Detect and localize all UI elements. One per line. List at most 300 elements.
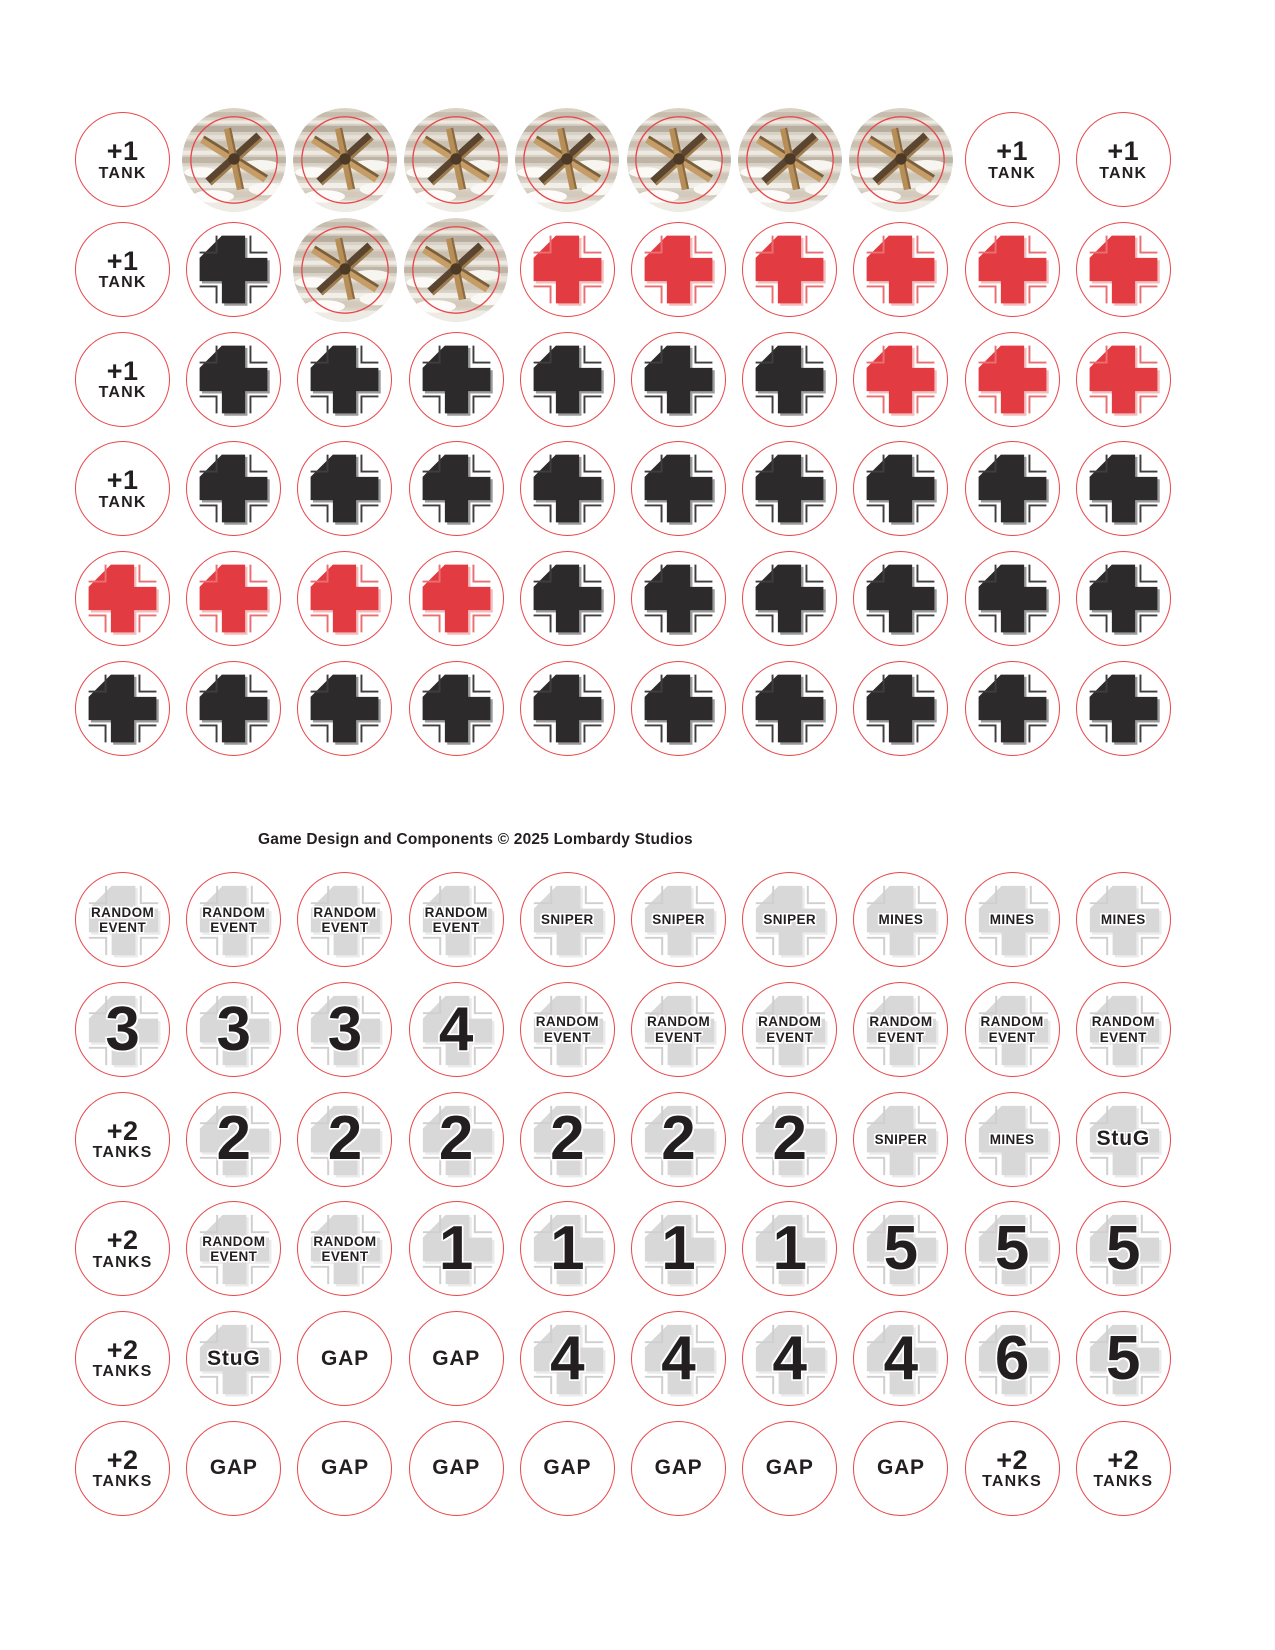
token-number-2	[631, 1092, 726, 1187]
token-cell	[178, 975, 289, 1085]
token-cell	[957, 215, 1068, 325]
token-cell	[845, 215, 956, 325]
token-cell	[67, 1304, 178, 1414]
red-cross-icon	[1077, 332, 1170, 427]
token-gap	[297, 1311, 392, 1406]
red-cross-icon	[187, 551, 280, 646]
token-cell	[734, 1413, 845, 1523]
black-cross-icon	[1077, 551, 1170, 646]
token-label: 3	[216, 994, 252, 1064]
token-label: +1 TANK	[1099, 136, 1148, 182]
hedgehog-photo	[515, 108, 619, 212]
token-red-cross	[853, 332, 948, 427]
token-number-1	[409, 1201, 504, 1296]
token-label: 1	[661, 1213, 696, 1283]
black-cross-icon	[966, 661, 1059, 756]
token-label: RANDOM EVENT	[535, 1014, 599, 1045]
token-label: 2	[327, 1104, 363, 1174]
token-number-2	[409, 1092, 504, 1187]
token-gap	[853, 1421, 948, 1516]
black-cross-icon	[632, 551, 725, 646]
token-cell	[623, 865, 734, 975]
token-label: GAP	[321, 1456, 369, 1480]
token-label: MINES	[989, 1131, 1035, 1147]
token-label: +1 TANK	[98, 136, 147, 182]
token-cell	[623, 975, 734, 1085]
token-label: +1 TANK	[98, 245, 147, 292]
token-tank-obstacle	[182, 108, 286, 212]
token-random-event	[853, 982, 948, 1077]
token-cell	[401, 1413, 512, 1523]
token-cell	[845, 1084, 956, 1194]
token-cell	[623, 653, 734, 763]
token-cell	[401, 1194, 512, 1304]
token-black-cross	[297, 332, 392, 427]
bottom-token-sheet	[67, 865, 1179, 1523]
token-number-4	[520, 1311, 615, 1406]
token-black-cross	[1076, 661, 1171, 756]
black-cross-icon	[632, 441, 725, 536]
black-cross-icon	[410, 661, 503, 756]
token-cell	[178, 434, 289, 544]
token-black-cross	[631, 332, 726, 427]
token-cell	[957, 1304, 1068, 1414]
token-cell	[1068, 653, 1179, 763]
token-cell	[623, 1084, 734, 1194]
token-stug	[186, 1311, 281, 1406]
red-cross-icon	[76, 551, 169, 646]
token-plus2-tanks	[1076, 1421, 1171, 1516]
token-cell	[401, 324, 512, 434]
token-number-1	[520, 1201, 615, 1296]
token-cell	[401, 975, 512, 1085]
token-cell	[67, 1413, 178, 1523]
token-label: RANDOM EVENT	[202, 1233, 266, 1264]
token-label: RANDOM EVENT	[91, 904, 155, 935]
hedgehog-photo	[293, 108, 397, 212]
token-label: 2	[772, 1104, 807, 1174]
black-cross-icon	[1077, 441, 1170, 536]
token-cell	[401, 434, 512, 544]
token-number-4	[409, 982, 504, 1077]
token-cell	[957, 105, 1068, 215]
red-cross-icon	[1077, 222, 1170, 317]
hedgehog-photo	[182, 108, 286, 212]
token-black-cross	[520, 441, 615, 536]
token-cell	[623, 1413, 734, 1523]
token-label: SNIPER	[874, 1131, 928, 1147]
token-black-cross	[186, 332, 281, 427]
token-label: 2	[438, 1104, 474, 1174]
token-label: +2 TANKS	[982, 1444, 1043, 1491]
token-label: 5	[1106, 1323, 1141, 1393]
token-label: 1	[772, 1213, 807, 1283]
token-label: 4	[772, 1323, 807, 1393]
black-cross-icon	[632, 661, 725, 756]
token-black-cross	[520, 332, 615, 427]
token-random-event	[520, 982, 615, 1077]
token-cell	[734, 1084, 845, 1194]
hedgehog-photo	[627, 108, 731, 212]
token-label: +1 TANK	[988, 136, 1037, 182]
token-black-cross	[965, 661, 1060, 756]
token-cell	[289, 544, 400, 654]
token-cell	[734, 1194, 845, 1304]
token-cell	[178, 1304, 289, 1414]
token-red-cross	[520, 222, 615, 317]
token-cell	[289, 324, 400, 434]
top-token-sheet	[67, 105, 1179, 763]
token-label: 5	[883, 1213, 919, 1283]
token-random-event	[1076, 982, 1171, 1077]
token-cell	[289, 215, 400, 325]
token-cell	[623, 434, 734, 544]
token-cell	[512, 434, 623, 544]
token-cell	[957, 324, 1068, 434]
black-cross-icon	[187, 222, 280, 317]
token-cell	[401, 1304, 512, 1414]
token-cell	[178, 653, 289, 763]
token-cell	[512, 1084, 623, 1194]
token-label: 2	[550, 1104, 585, 1174]
token-cell	[845, 1304, 956, 1414]
token-cell	[734, 653, 845, 763]
token-gap	[409, 1311, 504, 1406]
token-label: 2	[216, 1104, 252, 1174]
token-label: 4	[550, 1323, 585, 1393]
token-number-4	[853, 1311, 948, 1406]
token-cell	[401, 215, 512, 325]
token-plus1-tank	[75, 222, 170, 317]
token-cell	[289, 975, 400, 1085]
token-cell	[401, 544, 512, 654]
token-label: MINES	[878, 912, 924, 928]
token-random-event	[186, 1201, 281, 1296]
token-cell	[1068, 544, 1179, 654]
token-label: GAP	[654, 1456, 703, 1480]
red-cross-icon	[521, 222, 614, 317]
red-cross-icon	[410, 551, 503, 646]
token-label: GAP	[543, 1456, 592, 1480]
token-cell	[845, 1413, 956, 1523]
token-black-cross	[297, 441, 392, 536]
token-number-2	[742, 1092, 837, 1187]
token-black-cross	[742, 661, 837, 756]
token-mines	[965, 1092, 1060, 1187]
token-tank-obstacle	[515, 108, 619, 212]
token-cell	[289, 865, 400, 975]
token-cell	[957, 975, 1068, 1085]
token-cell	[1068, 105, 1179, 215]
token-label: 6	[994, 1323, 1030, 1393]
token-sniper	[520, 872, 615, 967]
token-black-cross	[853, 661, 948, 756]
token-cell	[845, 975, 956, 1085]
token-cell	[401, 865, 512, 975]
token-cell	[1068, 1413, 1179, 1523]
token-cell	[734, 434, 845, 544]
token-label: SNIPER	[763, 912, 817, 928]
token-black-cross	[409, 661, 504, 756]
token-label: +1 TANK	[98, 465, 147, 511]
black-cross-icon	[410, 441, 503, 536]
hedgehog-photo	[849, 108, 953, 212]
hedgehog-photo	[293, 218, 397, 322]
token-label: GAP	[432, 1346, 481, 1370]
token-cell	[178, 1413, 289, 1523]
token-label: MINES	[1100, 912, 1146, 928]
token-label: RANDOM EVENT	[980, 1014, 1044, 1045]
red-cross-icon	[632, 222, 725, 317]
token-black-cross	[853, 551, 948, 646]
token-tank-obstacle	[404, 218, 508, 322]
token-cell	[289, 1304, 400, 1414]
token-black-cross	[186, 441, 281, 536]
token-tank-obstacle	[293, 218, 397, 322]
token-cell	[1068, 434, 1179, 544]
token-label: 4	[438, 994, 474, 1064]
token-label: StuG	[207, 1346, 261, 1370]
token-number-4	[742, 1311, 837, 1406]
black-cross-icon	[854, 441, 947, 536]
black-cross-icon	[854, 661, 947, 756]
token-red-cross	[409, 551, 504, 646]
token-label: SNIPER	[652, 912, 705, 928]
token-cell	[289, 434, 400, 544]
token-random-event	[965, 982, 1060, 1077]
token-label: GAP	[432, 1456, 481, 1480]
token-cell	[734, 324, 845, 434]
token-label: +1 TANK	[98, 355, 147, 401]
token-random-event	[297, 1201, 392, 1296]
red-cross-icon	[966, 222, 1059, 317]
token-label: GAP	[209, 1456, 258, 1480]
token-cell	[734, 865, 845, 975]
token-mines	[1076, 872, 1171, 967]
token-black-cross	[631, 661, 726, 756]
token-cell	[1068, 865, 1179, 975]
token-cell	[734, 544, 845, 654]
token-cell	[957, 865, 1068, 975]
token-number-2	[297, 1092, 392, 1187]
black-cross-icon	[1077, 661, 1170, 756]
token-random-event	[75, 872, 170, 967]
token-number-3	[186, 982, 281, 1077]
token-cell	[178, 324, 289, 434]
token-label: RANDOM EVENT	[202, 904, 266, 935]
token-cell	[178, 215, 289, 325]
token-cell	[512, 1413, 623, 1523]
token-plus1-tank	[75, 112, 170, 207]
token-black-cross	[742, 551, 837, 646]
token-plus2-tanks	[75, 1421, 170, 1516]
token-cell	[289, 1194, 400, 1304]
token-cell	[512, 215, 623, 325]
token-black-cross	[1076, 441, 1171, 536]
black-cross-icon	[521, 441, 614, 536]
token-random-event	[409, 872, 504, 967]
token-cell	[845, 1194, 956, 1304]
token-cell	[67, 434, 178, 544]
token-red-cross	[965, 332, 1060, 427]
token-cell	[957, 434, 1068, 544]
token-cell	[1068, 1084, 1179, 1194]
token-cell	[845, 865, 956, 975]
token-black-cross	[965, 551, 1060, 646]
token-cell	[67, 1084, 178, 1194]
token-plus1-tank	[75, 441, 170, 536]
token-cell	[67, 215, 178, 325]
token-cell	[401, 1084, 512, 1194]
token-label: +2 TANKS	[92, 1335, 153, 1381]
black-cross-icon	[743, 551, 836, 646]
token-label: RANDOM EVENT	[869, 1014, 933, 1045]
token-label: +2 TANKS	[92, 1444, 153, 1491]
token-cell	[512, 544, 623, 654]
token-cell	[289, 653, 400, 763]
black-cross-icon	[187, 661, 280, 756]
token-cell	[845, 653, 956, 763]
token-cell	[512, 1304, 623, 1414]
token-black-cross	[186, 661, 281, 756]
red-cross-icon	[966, 332, 1059, 427]
token-sniper	[631, 872, 726, 967]
token-cell	[1068, 1304, 1179, 1414]
token-cell	[1068, 215, 1179, 325]
token-label: 2	[661, 1104, 696, 1174]
token-plus2-tanks	[75, 1201, 170, 1296]
token-plus2-tanks	[965, 1421, 1060, 1516]
token-cell	[623, 105, 734, 215]
token-label: GAP	[321, 1346, 369, 1370]
token-gap	[631, 1421, 726, 1516]
token-gap	[742, 1421, 837, 1516]
red-cross-icon	[854, 332, 947, 427]
token-cell	[623, 324, 734, 434]
token-cell	[1068, 324, 1179, 434]
token-plus1-tank	[75, 332, 170, 427]
token-cell	[178, 1084, 289, 1194]
token-number-2	[520, 1092, 615, 1187]
token-black-cross	[297, 661, 392, 756]
token-tank-obstacle	[738, 108, 842, 212]
token-label: RANDOM EVENT	[646, 1014, 711, 1045]
token-sniper	[742, 872, 837, 967]
token-label: RANDOM EVENT	[758, 1014, 822, 1045]
token-black-cross	[965, 441, 1060, 536]
token-black-cross	[742, 332, 837, 427]
token-cell	[957, 1194, 1068, 1304]
token-black-cross	[520, 661, 615, 756]
token-cell	[67, 105, 178, 215]
token-number-5	[1076, 1201, 1171, 1296]
credit-line: Game Design and Components © 2025 Lombardy Studios	[258, 831, 693, 848]
token-black-cross	[631, 441, 726, 536]
black-cross-icon	[410, 332, 503, 427]
black-cross-icon	[76, 661, 169, 756]
token-mines	[853, 872, 948, 967]
token-number-1	[742, 1201, 837, 1296]
token-cell	[401, 653, 512, 763]
token-number-3	[297, 982, 392, 1077]
token-label: RANDOM EVENT	[313, 904, 377, 935]
black-cross-icon	[632, 332, 725, 427]
token-label: RANDOM EVENT	[313, 1233, 377, 1264]
token-plus2-tanks	[75, 1092, 170, 1187]
token-cell	[512, 865, 623, 975]
token-label: SNIPER	[541, 912, 594, 928]
black-cross-icon	[298, 661, 391, 756]
token-label: +2 TANKS	[92, 1115, 153, 1161]
token-cell	[178, 105, 289, 215]
black-cross-icon	[743, 661, 836, 756]
token-red-cross	[1076, 332, 1171, 427]
token-number-6	[965, 1311, 1060, 1406]
token-red-cross	[965, 222, 1060, 317]
black-cross-icon	[966, 551, 1059, 646]
token-label: +2 TANKS	[1093, 1444, 1154, 1491]
black-cross-icon	[966, 441, 1059, 536]
red-cross-icon	[854, 222, 947, 317]
token-label: 5	[994, 1213, 1030, 1283]
hedgehog-photo	[404, 108, 508, 212]
token-gap	[297, 1421, 392, 1516]
token-random-event	[742, 982, 837, 1077]
token-cell	[401, 105, 512, 215]
token-cell	[512, 324, 623, 434]
token-red-cross	[297, 551, 392, 646]
token-cell	[734, 215, 845, 325]
token-number-1	[631, 1201, 726, 1296]
token-tank-obstacle	[404, 108, 508, 212]
token-plus2-tanks	[75, 1311, 170, 1406]
token-black-cross	[75, 661, 170, 756]
token-plus1-tank	[965, 112, 1060, 207]
black-cross-icon	[298, 441, 391, 536]
token-number-5	[853, 1201, 948, 1296]
token-red-cross	[742, 222, 837, 317]
token-stug	[1076, 1092, 1171, 1187]
token-cell	[67, 544, 178, 654]
token-cell	[957, 544, 1068, 654]
black-cross-icon	[743, 441, 836, 536]
token-red-cross	[853, 222, 948, 317]
token-cell	[845, 105, 956, 215]
token-label: +2 TANKS	[92, 1225, 153, 1271]
token-mines	[965, 872, 1060, 967]
token-number-2	[186, 1092, 281, 1187]
black-cross-icon	[298, 332, 391, 427]
token-label: GAP	[876, 1456, 925, 1480]
token-sniper	[853, 1092, 948, 1187]
token-gap	[409, 1421, 504, 1516]
token-label: 4	[661, 1323, 696, 1393]
token-black-cross	[853, 441, 948, 536]
token-label: 1	[550, 1213, 585, 1283]
token-red-cross	[1076, 222, 1171, 317]
hedgehog-photo	[738, 108, 842, 212]
token-cell	[734, 1304, 845, 1414]
token-label: 1	[438, 1213, 474, 1283]
token-cell	[1068, 975, 1179, 1085]
token-number-3	[75, 982, 170, 1077]
black-cross-icon	[521, 661, 614, 756]
token-cell	[734, 975, 845, 1085]
token-label: MINES	[989, 912, 1035, 928]
token-black-cross	[742, 441, 837, 536]
token-cell	[512, 653, 623, 763]
token-cell	[512, 1194, 623, 1304]
